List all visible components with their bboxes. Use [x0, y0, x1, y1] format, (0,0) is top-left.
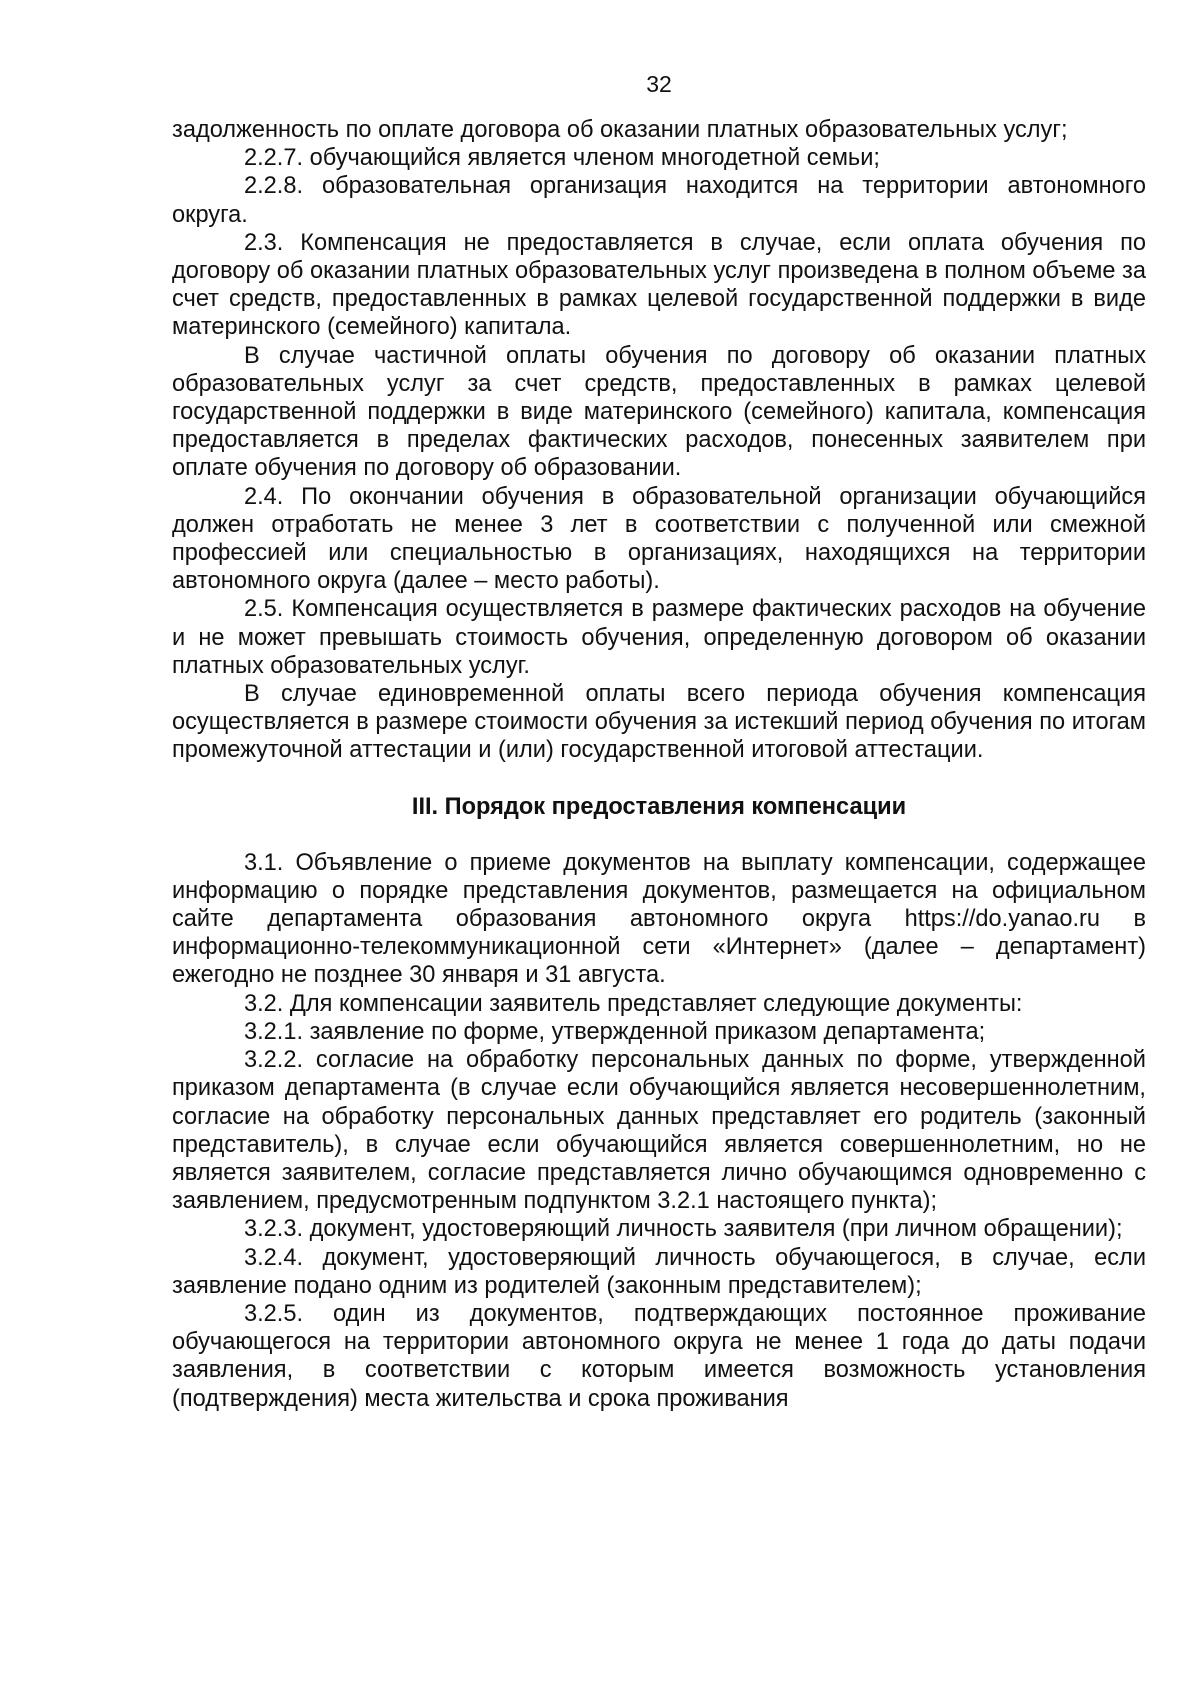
paragraph-3-2-1: 3.2.1. заявление по форме, утвержденной приказом департамента; [244, 1018, 986, 1045]
paragraph-debt-continuation: задолженность по оплате договора об оказании платных образовательных услуг; [172, 117, 1068, 143]
paragraph-2-5-lump-sum: В случае единовременной оплаты всего периода обучения компенсация осуществляется в размере стоимости обучения за истекший период обучения по итогам промежуточной аттестации и (или) государственной итоговой аттестации. [172, 681, 1146, 764]
document-page [172, 70, 1146, 1413]
section-2-body [172, 116, 1146, 765]
paragraph-3-2-2: 3.2.2. согласие на обработку персональных данных по форме, утвержденной приказом департамента (в случае если обучающийся является несовершеннолетним, согласие на обработку персональных данных представляет его родитель (законный представитель), в случае если обучающийся является совершеннолетним, но не является заявителем, согласие представляется лично обучающимся одновременно с заявлением, предусмотренным подпунктом 3.2.1 настоящего пункта); [172, 1047, 1146, 1215]
section-3-heading: III. Порядок предоставления компенсации [411, 793, 907, 820]
paragraph-2-3: 2.3. Компенсация не предоставляется в случае, если оплата обучения по договору об оказании платных образовательных услуг произведена в полном объеме за счет средств, предоставленных в рамках целевой государственной поддержки в виде материнского (семейного) капитала. [172, 229, 1146, 341]
paragraph-3-2: 3.2. Для компенсации заявитель представляет следующие документы: [244, 990, 1023, 1017]
page-number: 32 [646, 71, 672, 97]
paragraph-3-2-5: 3.2.5. один из документов, подтверждающих постоянное проживание обучающегося на территории автономного округа не менее 1 года до даты подачи заявления, в соответствии с которым имеется возможность установления (подтверждения) места жительства и срока проживания [172, 1300, 1146, 1412]
paragraph-2-2-8: 2.2.8. образовательная организация находится на территории автономного округа. [172, 173, 1146, 228]
paragraph-3-2-4: 3.2.4. документ, удостоверяющий личность обучающегося, в случае, если заявление подано одним из родителей (законным представителем); [172, 1244, 1146, 1299]
paragraph-3-2-3: 3.2.3. документ, удостоверяющий личность заявителя (при личном обращении); [244, 1216, 1123, 1243]
section-3-body [172, 849, 1146, 1413]
paragraph-3-1: 3.1. Объявление о приеме документов на выплату компенсации, содержащее информацию о порядке представления документов, размещается на официальном сайте департамента образования автономного округа https://do.yanao.ru в информационно-телекоммуникационной сети «Интернет» (далее – департамент) ежегодно не позднее 30 января и 31 августа. [172, 849, 1146, 989]
paragraph-2-5: 2.5. Компенсация осуществляется в размере фактических расходов на обучение и не может превышать стоимость обучения, определенную договором об оказании платных образовательных услуг. [172, 596, 1146, 679]
paragraph-2-4: 2.4. По окончании обучения в образовательной организации обучающийся должен отработать не менее 3 лет в соответствии с полученной или смежной профессией или специальностью в организациях, находящихся на территории автономного округа (далее – место работы). [172, 483, 1146, 595]
paragraph-2-3-partial-payment: В случае частичной оплаты обучения по договору об оказании платных образовательных услуг за счет средств, предоставленных в рамках целевой государственной поддержки в виде материнского (семейного) капитала, компенсация предоставляется в пределах фактических расходов, понесенных заявителем при оплате обучения по договору об образовании. [172, 342, 1146, 482]
paragraph-2-2-7: 2.2.7. обучающийся является членом многодетной семьи; [244, 145, 880, 172]
